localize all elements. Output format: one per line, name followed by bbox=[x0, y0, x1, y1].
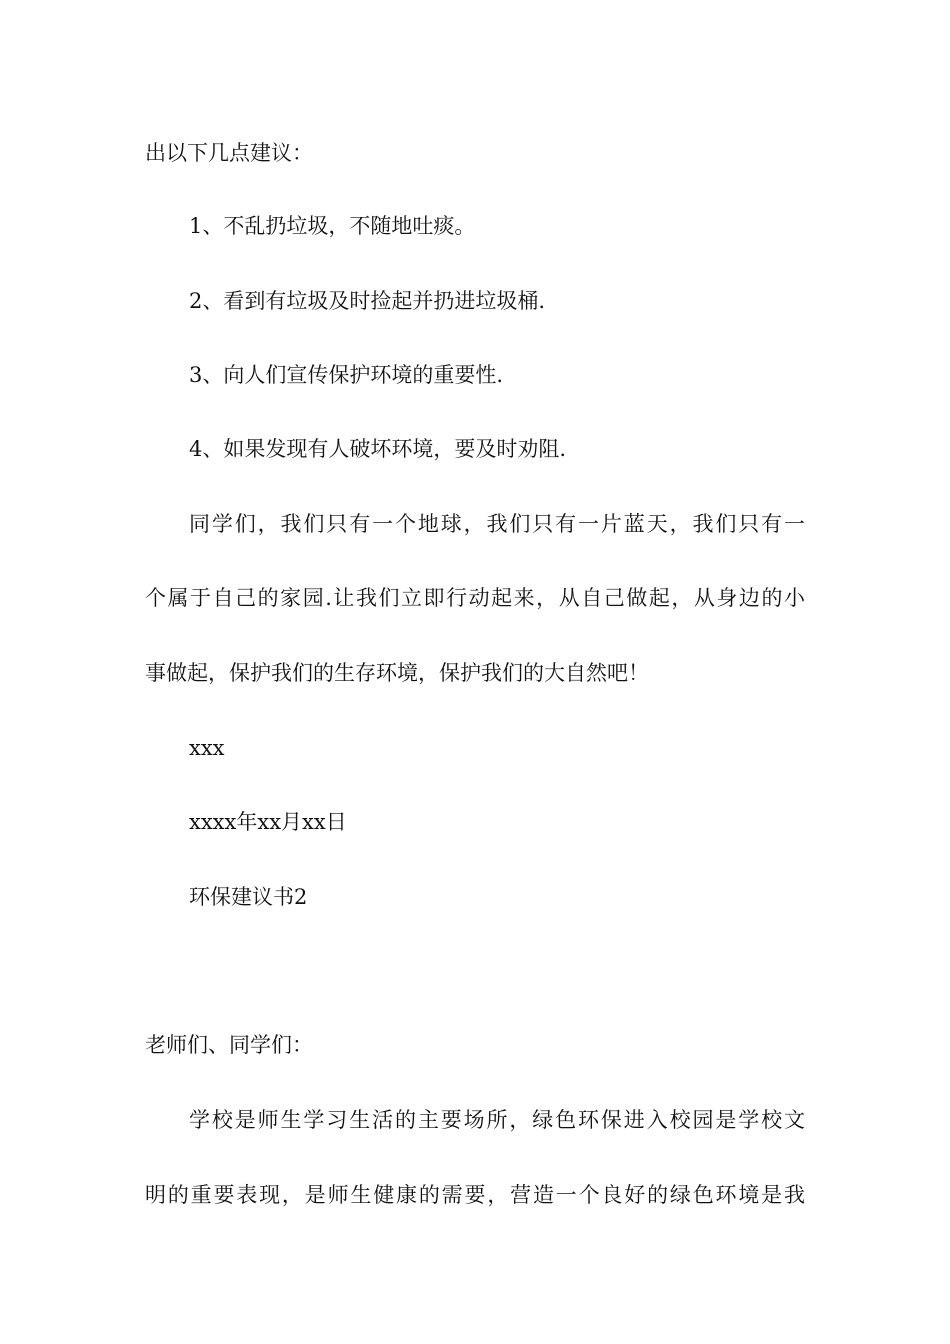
paragraph-line bbox=[0, 1105, 950, 1135]
list-item bbox=[0, 434, 950, 464]
line-text: 4、如果发现有人破坏环境，要及时劝阻. bbox=[189, 437, 567, 461]
line-text: 个属于自己的家园.让我们立即行动起来，从自己做起，从身边的小 bbox=[145, 586, 805, 610]
line-text: 出以下几点建议： bbox=[145, 141, 313, 165]
list-item bbox=[0, 211, 950, 241]
line-text: 环保建议书2 bbox=[189, 885, 308, 909]
line-text: 事做起，保护我们的生存环境，保护我们的大自然吧！ bbox=[145, 661, 649, 685]
paragraph-line bbox=[0, 509, 950, 539]
line-text: 学校是师生学习生活的主要场所，绿色环保进入校园是学校文 bbox=[189, 1108, 805, 1132]
paragraph-line bbox=[0, 583, 950, 613]
paragraph-line bbox=[0, 658, 950, 688]
line-text: 明的重要表现，是师生健康的需要，营造一个良好的绿色环境是我 bbox=[145, 1183, 805, 1207]
paragraph-line bbox=[0, 1180, 950, 1210]
list-item bbox=[0, 360, 950, 390]
salutation bbox=[0, 1030, 950, 1060]
list-item bbox=[0, 286, 950, 316]
line-text: xxx bbox=[189, 736, 225, 760]
line-text: 2、看到有垃圾及时捡起并扔进垃圾桶. bbox=[189, 289, 546, 313]
paragraph-line bbox=[0, 138, 950, 168]
signature-date bbox=[0, 807, 950, 837]
signature-name bbox=[0, 733, 950, 763]
line-text: 1、不乱扔垃圾，不随地吐痰。 bbox=[189, 214, 476, 238]
line-text: 老师们、同学们： bbox=[145, 1033, 313, 1057]
line-text: xxxx年xx月xx日 bbox=[189, 810, 347, 834]
line-text: 同学们，我们只有一个地球，我们只有一片蓝天，我们只有一 bbox=[189, 512, 805, 536]
section-title bbox=[0, 882, 950, 912]
line-text: 3、向人们宣传保护环境的重要性. bbox=[189, 363, 504, 387]
